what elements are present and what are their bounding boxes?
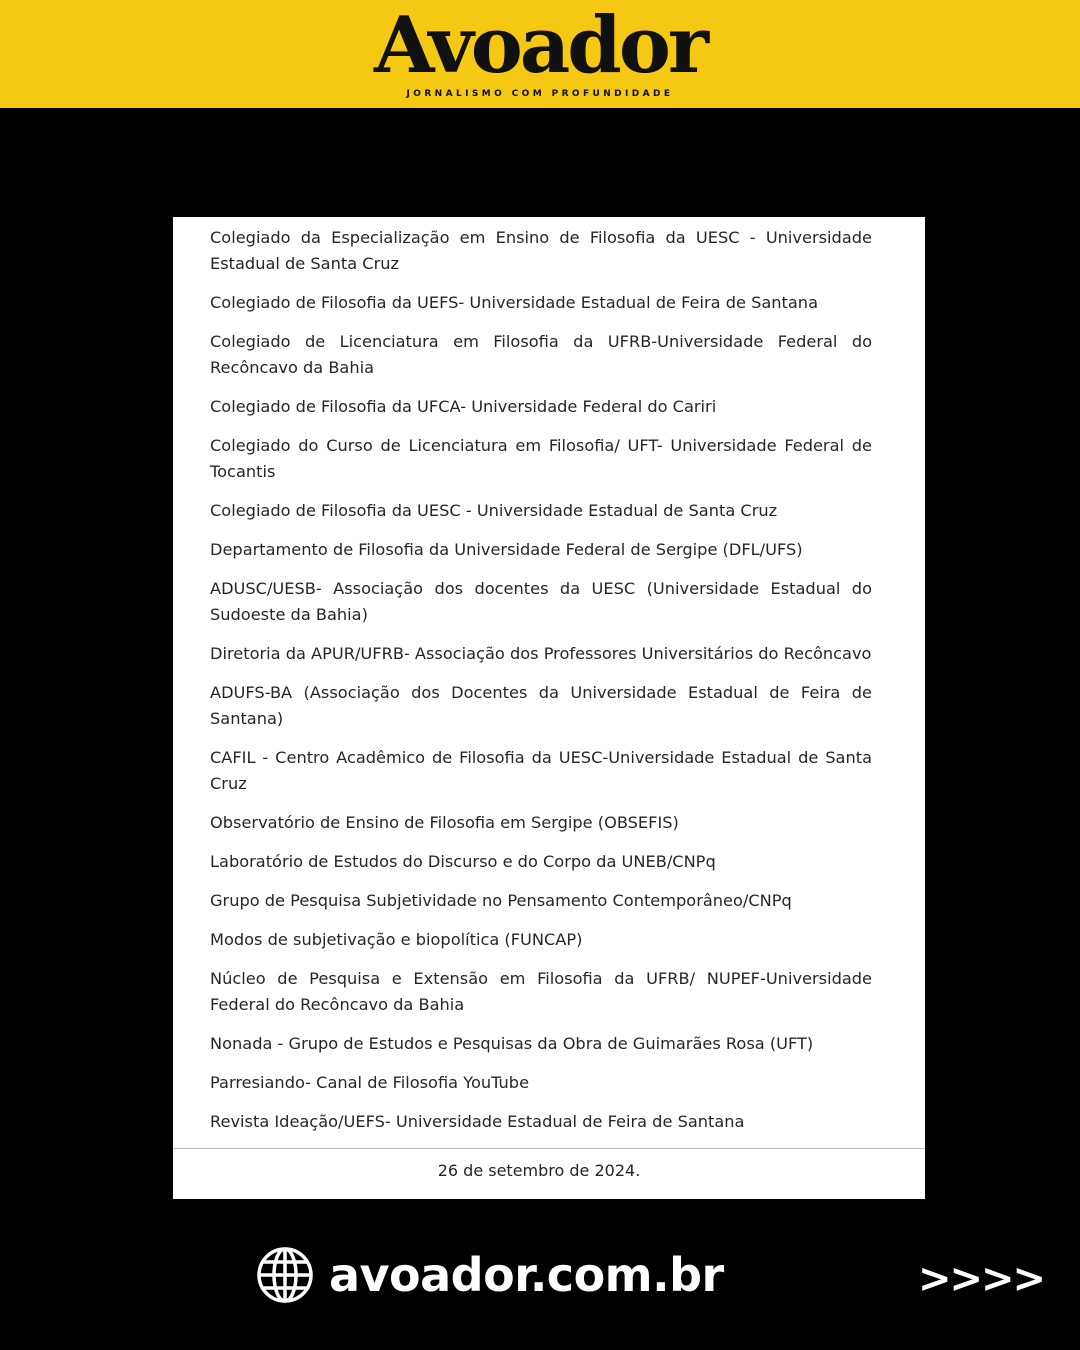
- entry-list: [210, 225, 872, 1148]
- list-item: CAFIL - Centro Acadêmico de Filosofia da UESC-Universidade Estadual de Santa Cruz: [210, 748, 872, 793]
- divider: [173, 1148, 925, 1149]
- globe-icon: [255, 1245, 315, 1305]
- list-item: Diretoria da APUR/UFRB- Associação dos Professores Universitários do Recôncavo: [210, 644, 872, 663]
- list-item: Observatório de Ensino de Filosofia em Sergipe (OBSEFIS): [210, 813, 679, 832]
- document-page: [173, 217, 925, 1199]
- list-item: Colegiado de Filosofia da UESC - Universidade Estadual de Santa Cruz: [210, 501, 778, 520]
- brand-logo: Avoador: [374, 0, 706, 91]
- list-item: Núcleo de Pesquisa e Extensão em Filosofia da UFRB/ NUPEF-Universidade Federal do Recôncavo da Bahia: [210, 969, 872, 1014]
- list-item: Laboratório de Estudos do Discurso e do Corpo da UNEB/CNPq: [210, 852, 716, 871]
- list-item: Modos de subjetivação e biopolítica (FUNCAP): [210, 930, 583, 949]
- website-link[interactable]: [255, 1243, 724, 1307]
- list-item: ADUSC/UESB- Associação dos docentes da UESC (Universidade Estadual do Sudoeste da Bahia): [210, 579, 872, 624]
- brand-tagline: JORNALISMO COM PROFUNDIDADE: [406, 89, 674, 99]
- list-item: Colegiado de Licenciatura em Filosofia da UFRB-Universidade Federal do Recôncavo da Bahia: [210, 332, 872, 377]
- next-arrows[interactable]: >>>>: [918, 1256, 1045, 1302]
- website-url: avoador.com.br: [329, 1248, 724, 1302]
- header-bar: [0, 0, 1080, 108]
- document-date: 26 de setembro de 2024.: [437, 1161, 641, 1180]
- list-item: Colegiado de Filosofia da UFCA- Universidade Federal do Cariri: [210, 397, 717, 416]
- list-item: Colegiado da Especialização em Ensino de Filosofia da UESC - Universidade Estadual de Santa Cruz: [210, 228, 872, 273]
- list-item: Revista Ideação/UEFS- Universidade Estadual de Feira de Santana: [210, 1112, 745, 1131]
- list-item: Grupo de Pesquisa Subjetividade no Pensamento Contemporâneo/CNPq: [210, 891, 792, 910]
- list-item: ADUFS-BA (Associação dos Docentes da Universidade Estadual de Feira de Santana): [210, 683, 872, 728]
- list-item: Departamento de Filosofia da Universidade Federal de Sergipe (DFL/UFS): [210, 540, 803, 559]
- list-item: Colegiado de Filosofia da UEFS- Universidade Estadual de Feira de Santana: [210, 293, 818, 312]
- list-item: Parresiando- Canal de Filosofia YouTube: [210, 1073, 530, 1092]
- list-item: Colegiado do Curso de Licenciatura em Filosofia/ UFT- Universidade Federal de Tocantis: [210, 436, 872, 481]
- list-item: Nonada - Grupo de Estudos e Pesquisas da Obra de Guimarães Rosa (UFT): [210, 1034, 814, 1053]
